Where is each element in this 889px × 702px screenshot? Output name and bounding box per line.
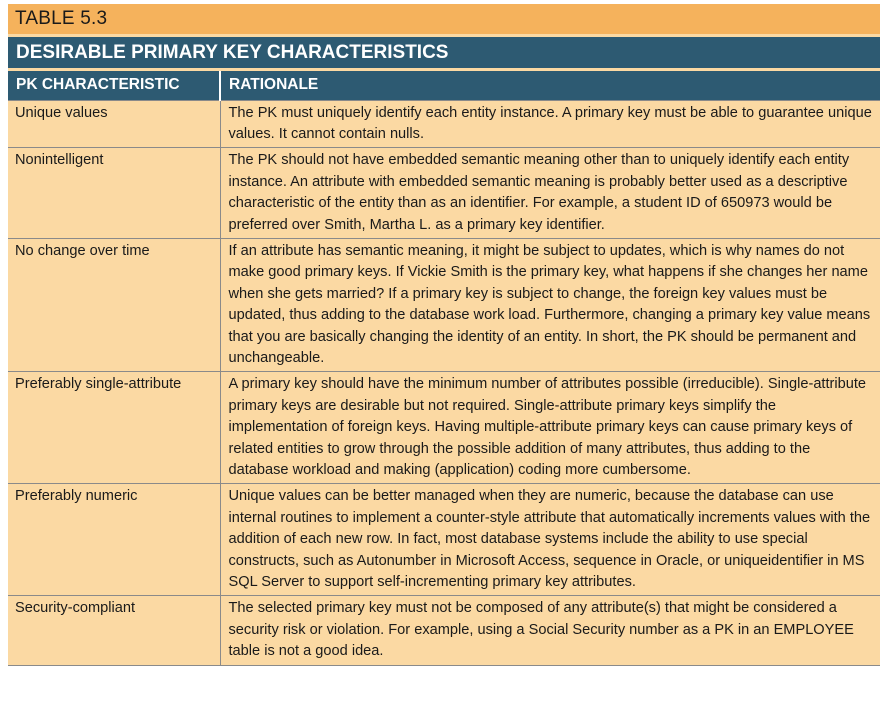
column-header-characteristic: PK CHARACTERISTIC bbox=[8, 71, 220, 100]
characteristic-cell: Security-compliant bbox=[8, 596, 220, 665]
table-row bbox=[8, 238, 880, 371]
characteristic-cell: Preferably numeric bbox=[8, 484, 220, 596]
column-header-rationale: RATIONALE bbox=[220, 71, 880, 100]
rationale-cell: Unique values can be better managed when they are numeric, because the database can use internal routines to implement a counter-style attribute that automatically increments values with the addition of each new row. In fact, most database systems include the ability to use special constructs, such as Autonumber in Microsoft Access, sequence in Oracle, or uniqueidentifier in MS SQL Server to support self-incrementing primary key attributes. bbox=[220, 484, 880, 596]
header-row bbox=[8, 71, 880, 100]
table-row bbox=[8, 100, 880, 148]
characteristic-cell: No change over time bbox=[8, 238, 220, 371]
characteristic-cell: Preferably single-attribute bbox=[8, 372, 220, 484]
table-row bbox=[8, 148, 880, 239]
rationale-cell: The PK should not have embedded semantic meaning other than to uniquely identify each entity instance. An attribute with embedded semantic meaning is probably better used as a descriptive characteristic of the entity than as an identifier. For example, a student ID of 650973 would be preferred over Smith, Martha L. as a primary key identifier. bbox=[220, 148, 880, 239]
rationale-cell: The PK must uniquely identify each entity instance. A primary key must be able to guarantee unique values. It cannot contain nulls. bbox=[220, 100, 880, 148]
table-title: DESIRABLE PRIMARY KEY CHARACTERISTICS bbox=[8, 37, 880, 68]
table-row bbox=[8, 596, 880, 665]
characteristic-cell: Nonintelligent bbox=[8, 148, 220, 239]
pk-characteristics-table bbox=[8, 71, 880, 666]
rationale-cell: A primary key should have the minimum number of attributes possible (irreducible). Single-attribute primary keys are desirable but not required. Single-attribute primary keys simplify the implementation of foreign keys. Having multiple-attribute primary keys can cause primary keys of related entities to grow through the possible addition of many attributes, thus adding to the database workload and making (application) coding more cumbersome. bbox=[220, 372, 880, 484]
characteristic-cell: Unique values bbox=[8, 100, 220, 148]
rationale-cell: If an attribute has semantic meaning, it might be subject to updates, which is why names do not make good primary keys. If Vickie Smith is the primary key, what happens if she changes her name when she gets married? If a primary key is subject to change, the foreign key values must be updated, thus adding to the database work load. Furthermore, changing a primary key value means that you are basically changing the identity of an entity. In short, the PK should be permanent and unchangeable. bbox=[220, 238, 880, 371]
table-row bbox=[8, 372, 880, 484]
table-row bbox=[8, 484, 880, 596]
table-number-label: TABLE 5.3 bbox=[8, 4, 880, 34]
rationale-cell: The selected primary key must not be composed of any attribute(s) that might be considered a security risk or violation. For example, using a Social Security number as a PK in an EMPLOYEE table is not a good idea. bbox=[220, 596, 880, 665]
table-container bbox=[8, 4, 880, 666]
